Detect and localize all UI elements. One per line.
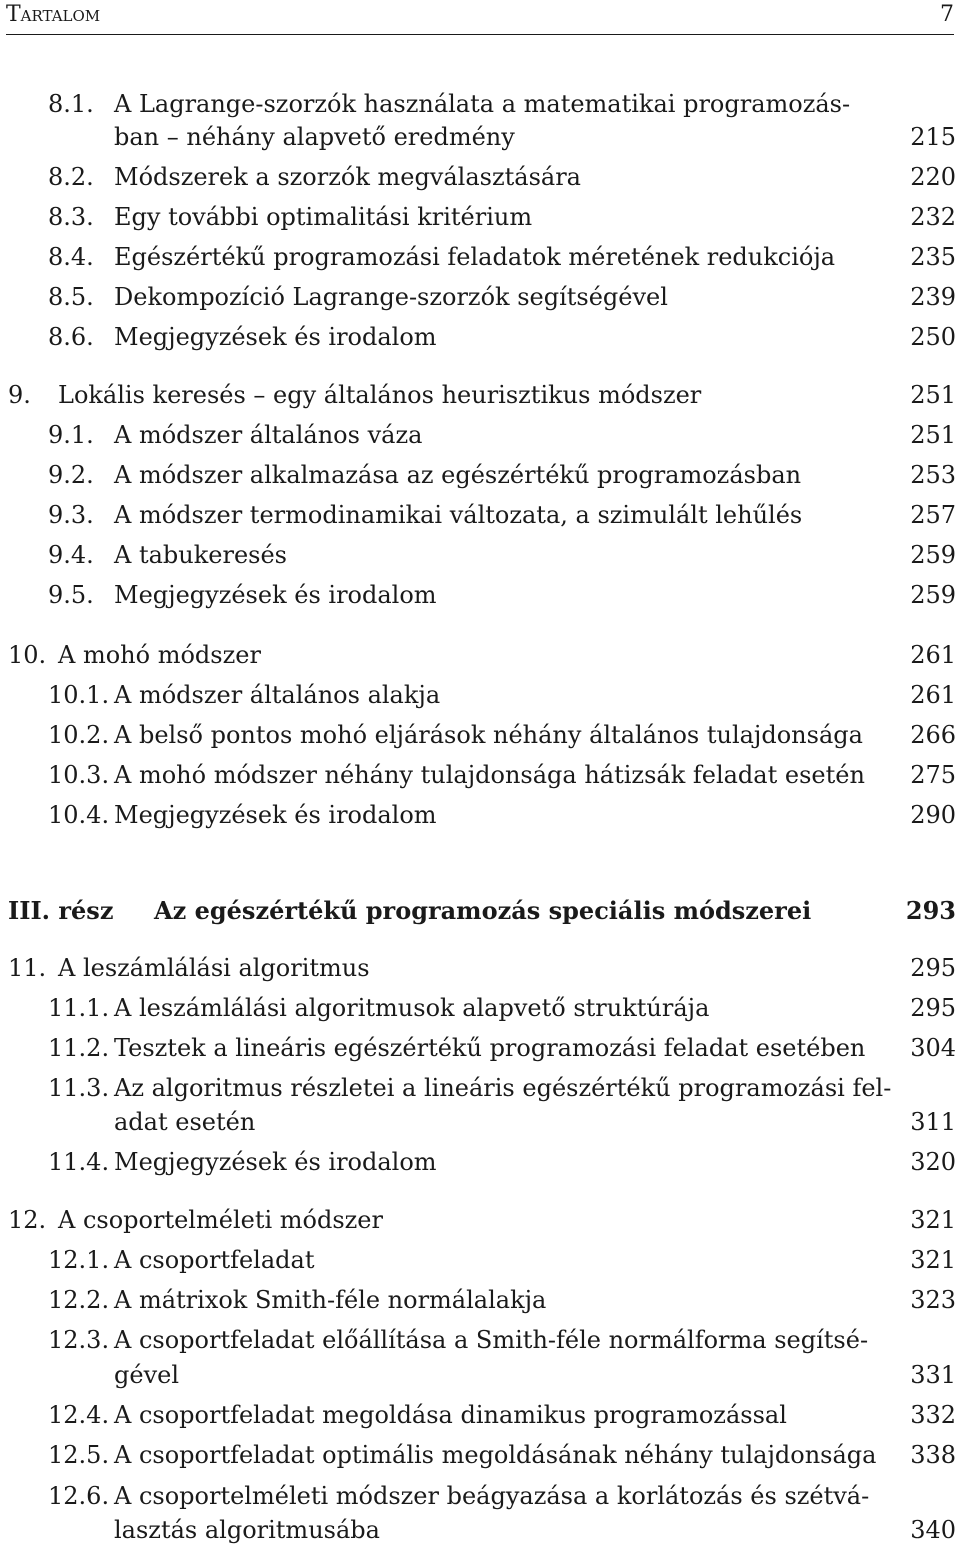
chapter-page: 251 [910, 381, 956, 409]
entry-number: 12.2. [48, 1286, 110, 1314]
entry-title: A mohó módszer néhány tulajdonsága hátizsák feladat esetén [114, 761, 865, 789]
toc-entry-9-1[interactable] [48, 419, 956, 452]
chapter-title: A csoportelméleti módszer [58, 1206, 383, 1234]
chapter-title: A mohó módszer [58, 641, 261, 669]
toc-entry-9-4[interactable] [48, 539, 956, 572]
running-header [6, 0, 954, 35]
entry-number: 8.5. [48, 283, 94, 311]
toc-entry-8-3[interactable] [48, 201, 956, 234]
entry-number: 8.4. [48, 243, 94, 271]
entry-page: 250 [910, 323, 956, 351]
entry-title: A tabukeresés [114, 541, 287, 569]
entry-title: A módszer általános váza [114, 421, 423, 449]
toc-entry-12-5[interactable] [48, 1439, 956, 1472]
entry-page: 220 [910, 163, 956, 191]
header-title: Tartalom [6, 2, 101, 27]
entry-title: Az algoritmus részletei a lineáris egészértékű programozási fel- [114, 1074, 892, 1102]
entry-page: 215 [910, 123, 956, 151]
toc-entry-10-2[interactable] [48, 719, 956, 752]
entry-title: Megjegyzések és irodalom [114, 801, 437, 829]
toc-chapter-12[interactable] [8, 1204, 956, 1237]
entry-page: 259 [910, 541, 956, 569]
toc-entry-8-1-continued[interactable] [114, 121, 956, 154]
entry-number: 12.5. [48, 1441, 110, 1469]
entry-title: Egy további optimalitási kritérium [114, 203, 533, 231]
entry-number: 10.4. [48, 801, 110, 829]
entry-number: 9.5. [48, 581, 94, 609]
toc-entry-10-1[interactable] [48, 679, 956, 712]
toc-entry-12-6[interactable] [48, 1480, 956, 1513]
entry-number: 9.3. [48, 501, 94, 529]
toc-entry-8-5[interactable] [48, 281, 956, 314]
toc-entry-12-2[interactable] [48, 1284, 956, 1317]
entry-title: A csoportfeladat optimális megoldásának néhány tulajdonsága [114, 1441, 877, 1469]
toc-entry-9-5[interactable] [48, 579, 956, 612]
entry-title: Megjegyzések és irodalom [114, 1148, 437, 1176]
entry-number: 10.1. [48, 681, 110, 709]
entry-title: A csoportfeladat előállítása a Smith-féle normálforma segítsé- [114, 1326, 869, 1354]
entry-number: 10.2. [48, 721, 110, 749]
entry-title: A mátrixok Smith-féle normálalakja [114, 1286, 547, 1314]
entry-page: 251 [910, 421, 956, 449]
toc-chapter-11[interactable] [8, 952, 956, 985]
entry-page: 257 [910, 501, 956, 529]
entry-title: Módszerek a szorzók megválasztására [114, 163, 581, 191]
entry-page: 332 [910, 1401, 956, 1429]
toc-chapter-9[interactable] [8, 379, 956, 412]
part-number: III. rész [8, 896, 114, 925]
entry-title: Tesztek a lineáris egészértékű programozási feladat esetében [114, 1034, 866, 1062]
toc-part-3[interactable] [8, 894, 956, 927]
entry-page: 235 [910, 243, 956, 271]
toc-entry-11-1[interactable] [48, 992, 956, 1025]
chapter-title: Lokális keresés – egy általános heurisztikus módszer [58, 381, 702, 409]
entry-number: 8.3. [48, 203, 94, 231]
entry-page: 340 [910, 1516, 956, 1544]
entry-page: 232 [910, 203, 956, 231]
entry-page: 261 [910, 681, 956, 709]
entry-title: A csoportelméleti módszer beágyazása a korlátozás és szétvá- [114, 1482, 870, 1510]
entry-title: A módszer termodinamikai változata, a szimulált lehűlés [114, 501, 803, 529]
entry-page: 239 [910, 283, 956, 311]
entry-number: 10.3. [48, 761, 110, 789]
toc-entry-11-3-continued[interactable] [114, 1106, 956, 1139]
chapter-page: 295 [910, 954, 956, 982]
part-title: Az egészértékű programozás speciális módszerei [154, 896, 812, 925]
toc-entry-9-2[interactable] [48, 459, 956, 492]
toc-entry-12-4[interactable] [48, 1399, 956, 1432]
toc-entry-12-3-continued[interactable] [114, 1359, 956, 1392]
entry-title: lasztás algoritmusába [114, 1516, 380, 1544]
chapter-page: 321 [910, 1206, 956, 1234]
entry-number: 11.1. [48, 994, 110, 1022]
toc-entry-8-6[interactable] [48, 321, 956, 354]
toc-entry-8-2[interactable] [48, 161, 956, 194]
entry-page: 295 [910, 994, 956, 1022]
toc-entry-12-3[interactable] [48, 1324, 956, 1357]
toc-entry-10-4[interactable] [48, 799, 956, 832]
part-page: 293 [905, 896, 956, 925]
entry-title: Megjegyzések és irodalom [114, 581, 437, 609]
chapter-number: 12. [8, 1206, 47, 1234]
entry-page: 266 [910, 721, 956, 749]
entry-page: 290 [910, 801, 956, 829]
entry-page: 321 [910, 1246, 956, 1274]
entry-page: 320 [910, 1148, 956, 1176]
toc-entry-12-1[interactable] [48, 1244, 956, 1277]
entry-title: A módszer általános alakja [114, 681, 441, 709]
entry-page: 311 [910, 1108, 956, 1136]
entry-title: ban – néhány alapvető eredmény [114, 123, 515, 151]
entry-number: 9.1. [48, 421, 94, 449]
toc-entry-10-3[interactable] [48, 759, 956, 792]
entry-number: 8.6. [48, 323, 94, 351]
header-page-number: 7 [940, 2, 954, 27]
toc-entry-11-2[interactable] [48, 1032, 956, 1065]
entry-title: Dekompozíció Lagrange-szorzók segítségével [114, 283, 668, 311]
entry-number: 9.4. [48, 541, 94, 569]
entry-title: A csoportfeladat [114, 1246, 315, 1274]
entry-title: A módszer alkalmazása az egészértékű programozásban [114, 461, 802, 489]
entry-title: Egészértékű programozási feladatok méretének redukciója [114, 243, 836, 271]
entry-number: 8.2. [48, 163, 94, 191]
entry-number: 12.4. [48, 1401, 110, 1429]
toc-entry-9-3[interactable] [48, 499, 956, 532]
entry-title: gével [114, 1361, 180, 1389]
entry-title: Megjegyzések és irodalom [114, 323, 437, 351]
entry-page: 259 [910, 581, 956, 609]
chapter-page: 261 [910, 641, 956, 669]
chapter-number: 9. [8, 381, 31, 409]
chapter-number: 10. [8, 641, 47, 669]
entry-page: 304 [910, 1034, 956, 1062]
entry-page: 275 [910, 761, 956, 789]
entry-page: 253 [910, 461, 956, 489]
entry-page: 323 [910, 1286, 956, 1314]
entry-number: 11.4. [48, 1148, 110, 1176]
entry-page: 331 [910, 1361, 956, 1389]
entry-number: 9.2. [48, 461, 94, 489]
entry-number: 8.1. [48, 90, 94, 118]
entry-title: A Lagrange-szorzók használata a matematikai programozás- [114, 90, 851, 118]
chapter-title: A leszámlálási algoritmus [58, 954, 370, 982]
entry-title: adat esetén [114, 1108, 256, 1136]
entry-number: 12.6. [48, 1482, 110, 1510]
entry-title: A belső pontos mohó eljárások néhány általános tulajdonsága [114, 721, 863, 749]
entry-title: A csoportfeladat megoldása dinamikus programozással [114, 1401, 787, 1429]
toc-chapter-10[interactable] [8, 639, 956, 672]
toc-entry-11-4[interactable] [48, 1146, 956, 1179]
entry-page: 338 [910, 1441, 956, 1469]
entry-number: 11.2. [48, 1034, 110, 1062]
entry-title: A leszámlálási algoritmusok alapvető struktúrája [114, 994, 710, 1022]
entry-number: 12.3. [48, 1326, 110, 1354]
chapter-number: 11. [8, 954, 47, 982]
entry-number: 11.3. [48, 1074, 110, 1102]
toc-entry-8-4[interactable] [48, 241, 956, 274]
toc-entry-11-3[interactable] [48, 1072, 956, 1105]
toc-entry-8-1[interactable] [48, 88, 956, 121]
toc-entry-12-6-continued[interactable] [114, 1514, 956, 1547]
entry-number: 12.1. [48, 1246, 110, 1274]
